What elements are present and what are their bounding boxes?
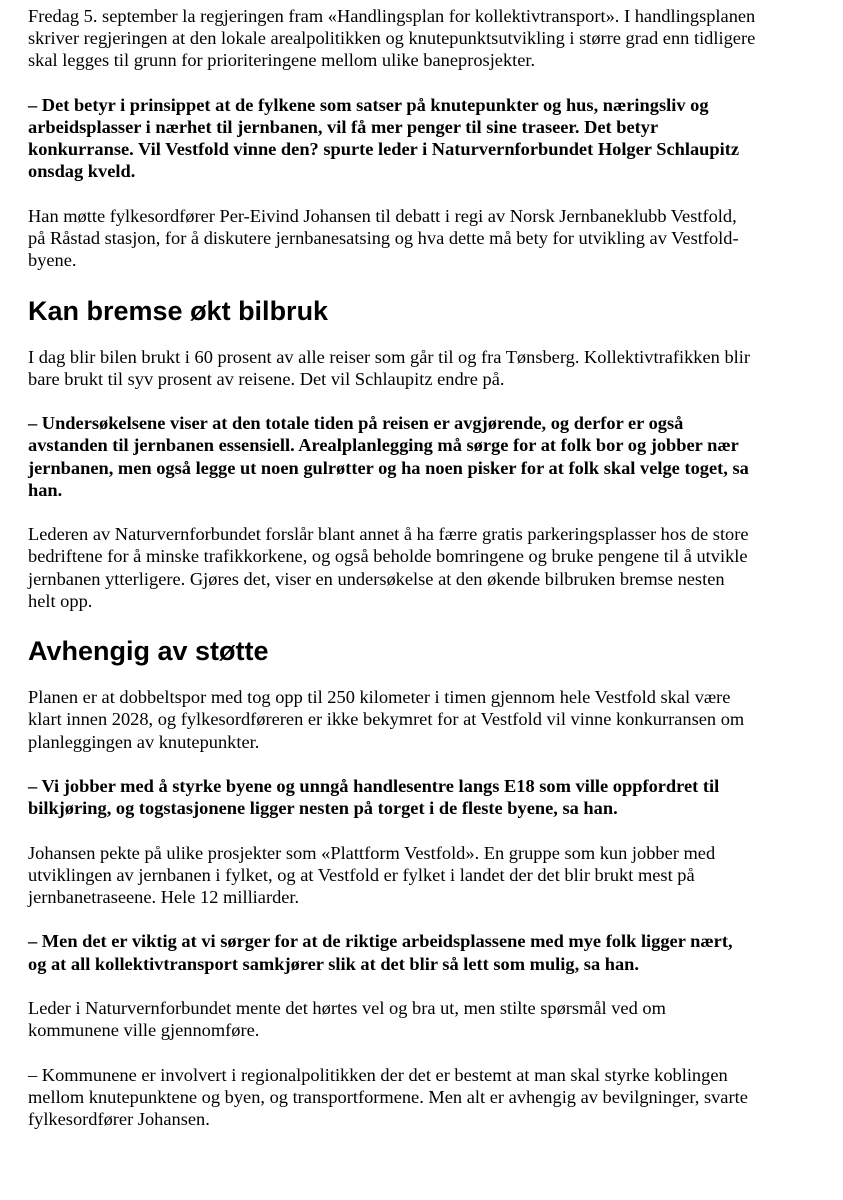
heading-kan-bremse: Kan bremse økt bilbruk: [28, 295, 329, 326]
paragraph-double-track: Planen er at dobbeltspor med tog opp til 250 kilometer i timen gjennom hele Vestfold skal være klart innen 2028, og fylkesordføreren er ikke bekymret for at Vestfold vil vinne konkurransen om planleggingen av knutepunkter.: [28, 687, 745, 752]
article-body: [28, 5, 828, 1152]
paragraph-plattform-vestfold: Johansen pekte på ulike prosjekter som «Plattform Vestfold». En gruppe som kun jobber med utviklingen av jernbanen i fylket, og at Vestfold er fylket i landet der det blir brukt mest på jernbanetraseene. Hele 12 milliarder.: [28, 842, 716, 907]
paragraph-question: Leder i Naturvernforbundet mente det hørtes vel og bra ut, men stilte spørsmål ved om kommunene ville gjennomføre.: [28, 997, 666, 1041]
quote-schlaupitz-competition: – Det betyr i prinsippet at de fylkene som satser på knutepunkter og hus, næringsliv og arbeidsplasser i nærhet til jernbanen, vil få mer penger til sine traseer. Det betyr konkurranse. Vil Vestfold vinne den? spurte leder i Naturvernforbundet Holger Schlaupitz onsdag kveld.: [28, 94, 739, 182]
quote-schlaupitz-surveys: – Undersøkelsene viser at den totale tiden på reisen er avgjørende, og derfor er også avstanden til jernbanen essensiell. Arealplanlegging må sørge for at folk bor og jobber nær jernbanen, men også legge ut noen gulrøtter og ha noen pisker for at folk skal velge toget, sa han.: [28, 413, 749, 500]
paragraph-debate: Han møtte fylkesordfører Per-Eivind Johansen til debatt i regi av Norsk Jernbaneklubb Vestfold, på Råstad stasjon, for å diskutere jernbanesatsing og hva dette må bety for utvikling av Vestfold- byene.: [28, 205, 739, 271]
quote-johansen-cities: – Vi jobber med å styrke byene og unngå handlesentre langs E18 som ville oppfordret til bilkjøring, og togstasjonene ligger nesten på torget i de fleste byene, sa han.: [28, 775, 720, 819]
quote-johansen-workplaces: – Men det er viktig at vi sørger for at de riktige arbeidsplassene med mye folk ligger nært, og at all kollektivtransport samkjører slik at det blir så lett som mulig, sa han.: [28, 931, 733, 974]
paragraph-parking: Lederen av Naturvernforbundet forslår blant annet å ha færre gratis parkeringsplasser hos de store bedriftene for å minske trafikkorkene, og også beholde bomringene og bruke pengene til å utvikle jernbanen ytterligere. Gjøres det, viser en undersøkelse at den økende bilbruken bremse nesten helt opp.: [28, 524, 749, 611]
paragraph-intro: Fredag 5. september la regjeringen fram «Handlingsplan for kollektivtransport». I handlingsplanen skriver regjeringen at den lokale arealpolitikken og knutepunktsutvikling i større grad enn tidligere skal legges til grunn for prioriteringene mellom ulike baneprosjekter.: [28, 6, 756, 71]
heading-avhengig: Avhengig av støtte: [28, 636, 269, 667]
paragraph-car-usage: I dag blir bilen brukt i 60 prosent av alle reiser som går til og fra Tønsberg. Kollektivtrafikken blir bare brukt til syv prosent av reisene. Det vil Schlaupitz endre på.: [28, 346, 750, 389]
paragraph-answer: – Kommunene er involvert i regionalpolitikken der det er bestemt at man skal styrke koblingen mellom knutepunktene og byen, og transportformene. Men alt er avhengig av bevilgninger, svarte fylkesordfører Johansen.: [28, 1064, 748, 1129]
